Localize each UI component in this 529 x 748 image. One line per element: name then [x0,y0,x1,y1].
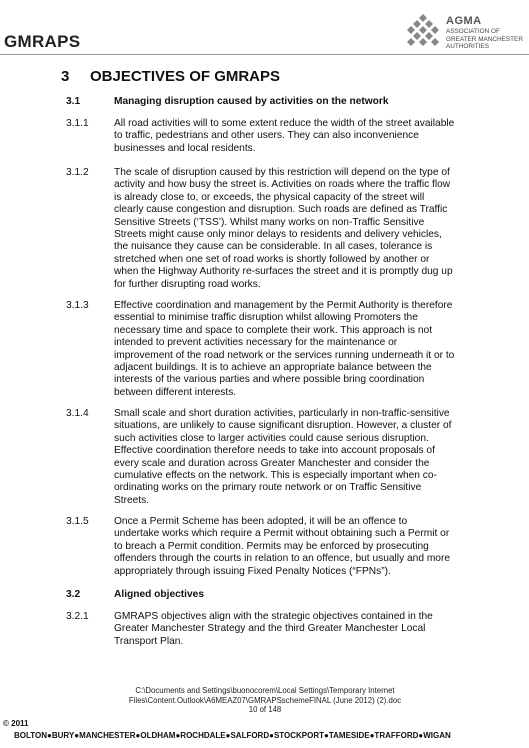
text-line: situations, are unlikely to cause significant disruption. However, a cluster of [114,420,452,432]
text-line: improvement of the road network or the services running underneath it or to [114,349,455,361]
paragraph-number: 3.2.1 [66,611,89,622]
footer-towns: BOLTON●BURY●MANCHESTER●OLDHAM●ROCHDALE●SALFORD●STOCKPORT●TAMESIDE●TRAFFORD●WIGAN [14,731,451,740]
text-line: activity and how busy the street is. Activities on roads where the traffic flow [114,179,451,191]
paragraph-text [114,611,509,648]
page-number: 10 of 148 [248,705,282,714]
paragraph-number: 3.1.1 [66,118,89,129]
text-line: Streets. [114,494,150,506]
text-line: Effective coordination and management by the Permit Authority is therefore [114,300,453,311]
text-line: to breach a Permit condition. Permits may be enforced by prosecuting [114,540,429,552]
subsection-title: Aligned objectives [114,589,205,600]
text-line: is already close to, or exceeds, the physical capacity of the street will [114,191,425,203]
text-line: Effective coordination therefore needs to take into account proposals of [114,445,435,457]
text-line: intended to prevent activities necessary for the maintenance or [114,337,398,349]
document-title: GMRAPS [4,32,81,51]
text-line: GMRAPS objectives align with the strategic objectives contained in the [114,611,433,622]
text-line: Transport Plan. [114,635,184,647]
footer-file-path [90,686,440,715]
text-line: Streets might cause only minor delays to residents and delivery vehicles, [114,229,442,241]
text-line: ordinating works on the primary route network or on Traffic Sensitive [114,482,422,494]
section-title: OBJECTIVES OF GMRAPS [90,68,281,85]
text-line: The scale of disruption caused by this restriction will depend on the type of [114,167,450,178]
text-line: adjacent buildings. It is to achieve an appropriate balance between the [114,362,432,374]
text-line: cumulative effects on the network. This is especially important when co- [114,470,437,482]
text-line: between different interests. [114,386,237,398]
text-line: such activities close to larger activities could cause serious disruption. [114,432,429,444]
subsection-title: Managing disruption caused by activities on the network [114,96,389,107]
text-line: All road activities will to some extent reduce the width of the street available [114,118,455,129]
agma-logo-icon [405,12,441,52]
subsection-heading [66,589,204,600]
logo-subtitle [446,28,529,51]
logo-sub-line: GREATER MANCHESTER [446,35,523,43]
text-line: appropriately through issuing Fixed Penalty Notices (“FPNs”). [114,565,391,577]
logo-sub-line: AUTHORITIES [446,43,489,50]
logo-sub-line: ASSOCIATION OF [446,28,500,35]
paragraph-text [114,408,509,507]
text-line: Once a Permit Scheme has been adopted, it will be an offence to [114,516,408,527]
text-line: when the Highway Authority re-surfaces the street and it is promptly dug up [114,266,453,278]
text-line: essential to minimise traffic disruption whilst allowing Promoters the [114,312,418,324]
subsection-heading [66,96,389,107]
text-line: Small scale and short duration activities, particularly in non-traffic-sensitive [114,408,450,419]
subsection-number: 3.1 [66,96,81,107]
text-line: businesses and local residents. [114,142,256,154]
subsection-number: 3.2 [66,589,81,600]
text-line: stretched when one set of road works is shortly followed by another or [114,253,430,265]
agma-logo [405,12,525,52]
text-line: for further disrupting road works. [114,278,261,290]
section-number: 3 [61,68,70,85]
text-line: Greater Manchester Strategy and the third Greater Manchester Local [114,623,426,635]
text-line: every scale and duration across Greater Manchester and consider the [114,457,430,469]
section-heading [61,68,280,85]
text-line: necessary time and space to complete their work. This approach is not [114,324,433,336]
footer-line: Files\Content.Outlook\A6MEAZ07\GMRAPSschemeFINAL (June 2012) (2).doc [128,695,402,705]
text-line: Sensitive Streets (‘TSS’). Whilst many works on non-Traffic Sensitive [114,216,425,228]
paragraph-number: 3.1.2 [66,167,89,178]
text-line: to traffic, pedestrians and other users. They can also inconvenience [114,130,419,142]
copyright: © 2011 [3,719,29,728]
paragraph-text [114,118,509,155]
paragraph-text [114,167,509,291]
paragraph-number: 3.1.4 [66,408,89,419]
text-line: clearly cause congestion and disruption. Such roads are defined as Traffic [114,204,448,216]
text-line: the nuisance they cause can be considerable. In all cases, tolerance is [114,241,433,253]
logo-name: AGMA [446,15,482,27]
paragraph-number: 3.1.5 [66,516,89,527]
text-line: interests of the various parties and where possible bring coordination [114,374,425,386]
paragraph-number: 3.1.3 [66,300,89,311]
paragraph-text [114,300,509,399]
text-line: undertake works which require a Permit without obtaining such a Permit or [114,528,450,540]
paragraph-text [114,516,509,578]
footer-line: C:\Documents and Settings\buonocorem\Local Settings\Temporary Internet [135,686,395,695]
header-divider [0,54,529,55]
text-line: offenders through the courts in relation to an offence, but usually and more [114,553,451,565]
